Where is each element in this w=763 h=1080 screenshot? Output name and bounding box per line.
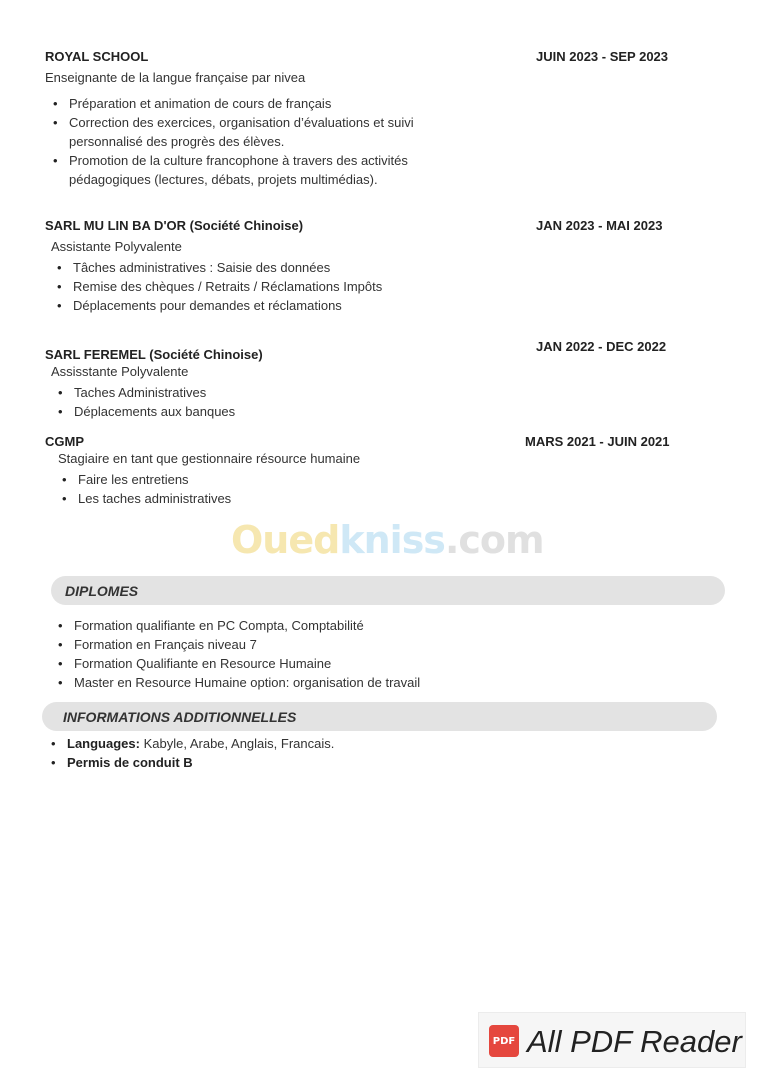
permis-item [43,753,463,772]
company-name: SARL FEREMEL (Société Chinoise) [45,347,263,362]
list-item: • Master en Resource Humaine option: organisation de travail [50,673,510,692]
bullet-list [50,383,450,421]
company-name: CGMP [45,434,84,449]
job-role: Enseignante de la langue française par nivea [45,70,306,85]
bullet-list [45,94,455,189]
list-item: • Faire les entretiens [54,470,454,489]
languages-item [43,734,463,753]
date-range: JAN 2023 - MAI 2023 [536,218,663,233]
app-badge [478,1012,746,1068]
list-item: • Formation en Français niveau 7 [50,635,510,654]
watermark-part: Oued [231,518,340,562]
list-item: • Déplacements pour demandes et réclamations [49,296,469,315]
list-item: • Préparation et animation de cours de français [45,94,455,113]
list-item: • Formation qualifiante en PC Compta, Comptabilité [50,616,510,635]
app-name: All PDF Reader [527,1024,742,1059]
job-role: Stagiaire en tant que gestionnaire résource humaine [58,451,361,466]
infos-list [43,734,463,772]
date-range: JAN 2022 - DEC 2022 [536,339,667,354]
languages-value: Kabyle, Arabe, Anglais, Francais. [139,736,335,751]
section-title-diplomes: DIPLOMES [65,583,139,599]
permis-label: Permis de conduit B [67,755,193,770]
languages-label: Languages: [67,736,140,751]
section-title-infos: INFORMATIONS ADDITIONNELLES [63,709,297,725]
watermark-part: kniss [339,518,445,562]
bullet-list [49,258,469,315]
company-name: SARL MU LIN BA D'OR (Société Chinoise) [45,218,304,233]
job-role: Assistante Polyvalente [51,239,182,254]
list-item: • Formation Qualifiante en Resource Humaine [50,654,510,673]
pdf-icon: PDF [489,1025,519,1057]
ouedkniss-watermark [231,518,544,562]
section-header-bar [51,576,725,605]
list-item: • Les taches administratives [54,489,454,508]
list-item: • Déplacements aux banques [50,402,450,421]
job-role: Assisstante Polyvalente [51,364,189,379]
bullet-list [54,470,454,508]
list-item: • Promotion de la culture francophone à travers des activités pédagogiques (lectures, débats, projets multimédias). [45,151,455,189]
date-range: MARS 2021 - JUIN 2021 [525,434,670,449]
company-name: ROYAL SCHOOL [45,49,149,64]
list-item: • Taches Administratives [50,383,450,402]
list-item: • Correction des exercices, organisation d’évaluations et suivi personnalisé des progrès des élèves. [45,113,455,151]
watermark-part: .com [444,518,544,562]
list-item: • Tâches administratives : Saisie des données [49,258,469,277]
date-range: JUIN 2023 - SEP 2023 [536,49,669,64]
list-item: • Remise des chèques / Retraits / Réclamations Impôts [49,277,469,296]
diplomes-list [50,616,510,692]
